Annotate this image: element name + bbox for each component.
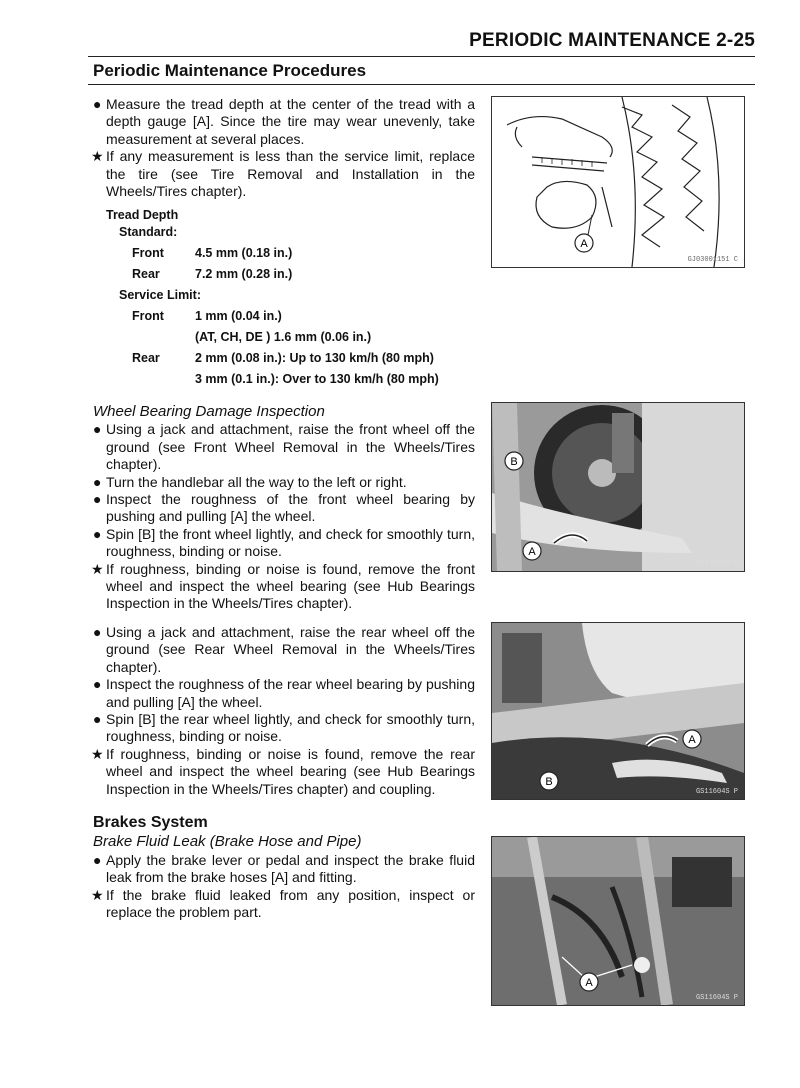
bullet-icon: ● (93, 624, 102, 640)
front-wheel-photo (492, 403, 744, 571)
instruction-item (93, 561, 475, 613)
bullet-icon: ● (93, 711, 102, 728)
tread-gauge-illustration (492, 97, 744, 267)
instruction-item (93, 624, 475, 676)
figure-brake-hose (491, 836, 745, 1006)
instruction-text: If roughness, binding or noise is found, remove the front wheel and inspect the wheel bearing (see Hub Bearings Inspection in the Wheels/Tires chapter). (106, 560, 475, 612)
bullet-icon: ● (93, 96, 102, 112)
figure-front-wheel (491, 402, 745, 572)
instruction-text: Inspect the roughness of the front wheel bearing by pushing and pulling [A] the wheel. (106, 491, 475, 525)
header-divider (88, 56, 755, 57)
spec-title: Tread Depth (106, 208, 179, 222)
instruction-text: If the brake fluid leaked from any position, inspect or replace the problem part. (106, 886, 475, 921)
spec-rear-limit: 2 mm (0.08 in.): Up to 130 km/h (80 mph) (195, 351, 434, 365)
instruction-item (93, 676, 475, 711)
bullet-icon: ● (93, 421, 102, 438)
spec-front-limit-alt: (AT, CH, DE ) 1.6 mm (0.06 in.) (195, 330, 372, 344)
callout-label: A (585, 977, 593, 989)
bullet-icon: ● (93, 491, 102, 508)
figure-code: GS11604S P (695, 788, 738, 796)
instruction-item (93, 491, 475, 526)
callout-label: B (510, 456, 518, 468)
instruction-text: Spin [B] the rear wheel lightly, and check for smoothly turn, roughness, binding or noise. (106, 711, 475, 745)
instruction-text: If any measurement is less than the service limit, replace the tire (see Tire Removal and Installation in the Wheels/Tires chapter). (106, 148, 475, 200)
brakes-instructions (93, 814, 475, 921)
instruction-item (93, 852, 475, 887)
instruction-text: Spin [B] the front wheel lightly, and check for smoothly turn, roughness, binding or noise. (106, 525, 475, 560)
spec-rear-label: Rear (132, 267, 160, 281)
figure-code: GJ03001151 C (687, 256, 738, 264)
spec-service-limit-label: Service Limit: (119, 288, 201, 302)
spec-front-limit: 1 mm (0.04 in.) (195, 309, 282, 323)
callout-label: A (580, 238, 588, 250)
major-section-title: Brakes System (93, 814, 208, 831)
instruction-text: Inspect the roughness of the rear wheel bearing by pushing and pulling [A] the wheel. (106, 676, 475, 710)
subsection-title: Brake Fluid Leak (Brake Hose and Pipe) (93, 833, 362, 851)
star-icon: ★ (91, 745, 104, 762)
rear-wheel-photo (492, 623, 744, 799)
figure-code: GS11604S P (695, 560, 738, 568)
bullet-icon: ● (93, 525, 102, 542)
brake-hose-photo (492, 837, 744, 1005)
instruction-item (93, 526, 475, 561)
instruction-text: Using a jack and attachment, raise the rear wheel off the ground (see Rear Wheel Removal in the Wheels/Tires chapter). (106, 624, 475, 675)
instruction-item (93, 746, 475, 798)
spec-standard-label: Standard: (119, 225, 178, 239)
wheel-bearing-rear-instructions (93, 624, 475, 798)
instruction-item (93, 421, 475, 473)
subsection-title: Wheel Bearing Damage Inspection (93, 403, 325, 420)
star-icon: ★ (91, 148, 104, 165)
spec-rear-standard: 7.2 mm (0.28 in.) (195, 267, 293, 281)
instruction-text: If roughness, binding or noise is found, remove the rear wheel and inspect the wheel bearing (see Hub Bearings Inspection in the Wheels/Tires chapter) and coupling. (106, 745, 475, 797)
tread-instructions (93, 96, 475, 200)
instruction-item (93, 711, 475, 746)
instruction-item (93, 887, 475, 922)
callout-label: A (528, 546, 536, 558)
instruction-item (93, 148, 475, 200)
spec-front-label: Front (132, 309, 164, 323)
bullet-icon: ● (93, 473, 102, 490)
bullet-icon: ● (93, 851, 102, 868)
spec-front-standard: 4.5 mm (0.18 in.) (195, 246, 293, 260)
instruction-text: Turn the handlebar all the way to the left or right. (106, 473, 407, 490)
instruction-text: Using a jack and attachment, raise the front wheel off the ground (see Front Wheel Removal in the Wheels/Tires chapter). (106, 421, 475, 473)
page-header-title: PERIODIC MAINTENANCE 2-25 (469, 30, 755, 51)
figure-tread-gauge (491, 96, 745, 268)
section-divider (88, 84, 755, 85)
instruction-text: Measure the tread depth at the center of the tread with a depth gauge [A]. Since the tire may wear unevenly, take measurement at several places. (106, 96, 475, 147)
instruction-item (93, 474, 475, 491)
star-icon: ★ (91, 886, 104, 903)
callout-label: B (545, 776, 553, 788)
spec-rear-label: Rear (132, 351, 160, 365)
wheel-bearing-front-instructions (93, 403, 475, 613)
instruction-text: Apply the brake lever or pedal and inspect the brake fluid leak from the brake hoses [A] and fitting. (106, 851, 475, 886)
figure-rear-wheel (491, 622, 745, 800)
spec-front-label: Front (132, 246, 164, 260)
star-icon: ★ (91, 560, 104, 577)
instruction-item (93, 96, 475, 148)
figure-code: GS11604S P (695, 994, 738, 1002)
spec-rear-limit-alt: 3 mm (0.1 in.): Over to 130 km/h (80 mph) (195, 372, 439, 386)
callout-label: A (688, 734, 696, 746)
bullet-icon: ● (93, 676, 102, 693)
section-title: Periodic Maintenance Procedures (93, 61, 367, 80)
